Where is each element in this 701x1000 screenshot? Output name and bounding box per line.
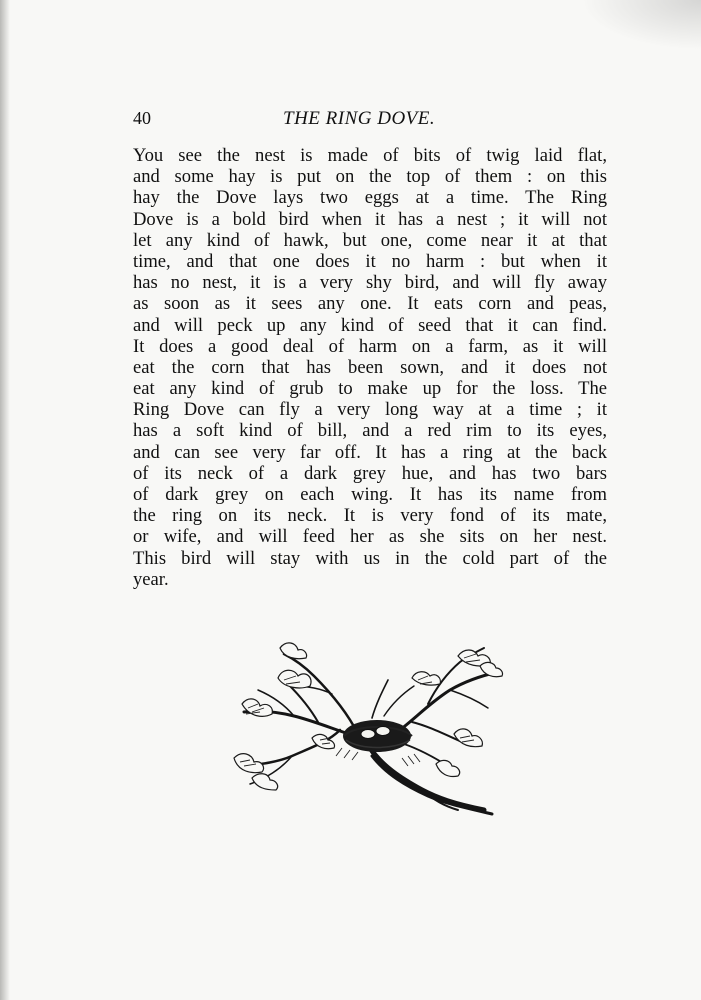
text-line: Ring Dove can fly a very long way at a time ; it — [133, 399, 607, 421]
text-line: of its neck of a dark grey hue, and has two bars — [133, 462, 607, 484]
text-line: hay the Dove lays two eggs at a time. The Ring — [133, 187, 607, 209]
body-text — [133, 145, 607, 590]
text-line: It does a good deal of harm on a farm, as it will — [133, 335, 607, 357]
chapter-title: THE RING DOVE. — [283, 108, 436, 129]
text-line: You see the nest is made of bits of twig laid flat, — [133, 145, 607, 166]
ring-dove-nest-engraving-icon — [222, 638, 507, 818]
text-line: let any kind of hawk, but one, come near it at that — [133, 229, 607, 251]
text-line: eat any kind of grub to make up for the loss. The — [133, 378, 607, 400]
text-line: Dove is a bold bird when it has a nest ; it will not — [133, 208, 607, 230]
scan-corner-shadow — [581, 0, 701, 50]
text-line: the ring on its neck. It is very fond of its mate, — [133, 505, 607, 527]
text-line: and some hay is put on the top of them : on this — [133, 166, 607, 188]
text-line: time, and that one does it no harm : but when it — [133, 250, 607, 272]
text-line: of dark grey on each wing. It has its name from — [133, 484, 607, 505]
text-line: or wife, and will feed her as she sits on her nest. — [133, 526, 607, 548]
text-line: year. — [133, 568, 169, 590]
running-head — [133, 108, 607, 134]
scan-edge-shadow — [0, 0, 10, 1000]
text-line: eat the corn that has been sown, and it does not — [133, 356, 607, 378]
page-number: 40 — [133, 108, 151, 128]
text-line: and will peck up any kind of seed that it can find. — [133, 314, 607, 336]
text-line: as soon as it sees any one. It eats corn and peas, — [133, 293, 607, 315]
text-line: has no nest, it is a very shy bird, and will fly away — [133, 272, 607, 294]
text-line: This bird will stay with us in the cold part of the — [133, 547, 607, 569]
text-line: has a soft kind of bill, and a red rim to its eyes, — [133, 420, 607, 442]
text-line: and can see very far off. It has a ring at the back — [133, 441, 607, 463]
